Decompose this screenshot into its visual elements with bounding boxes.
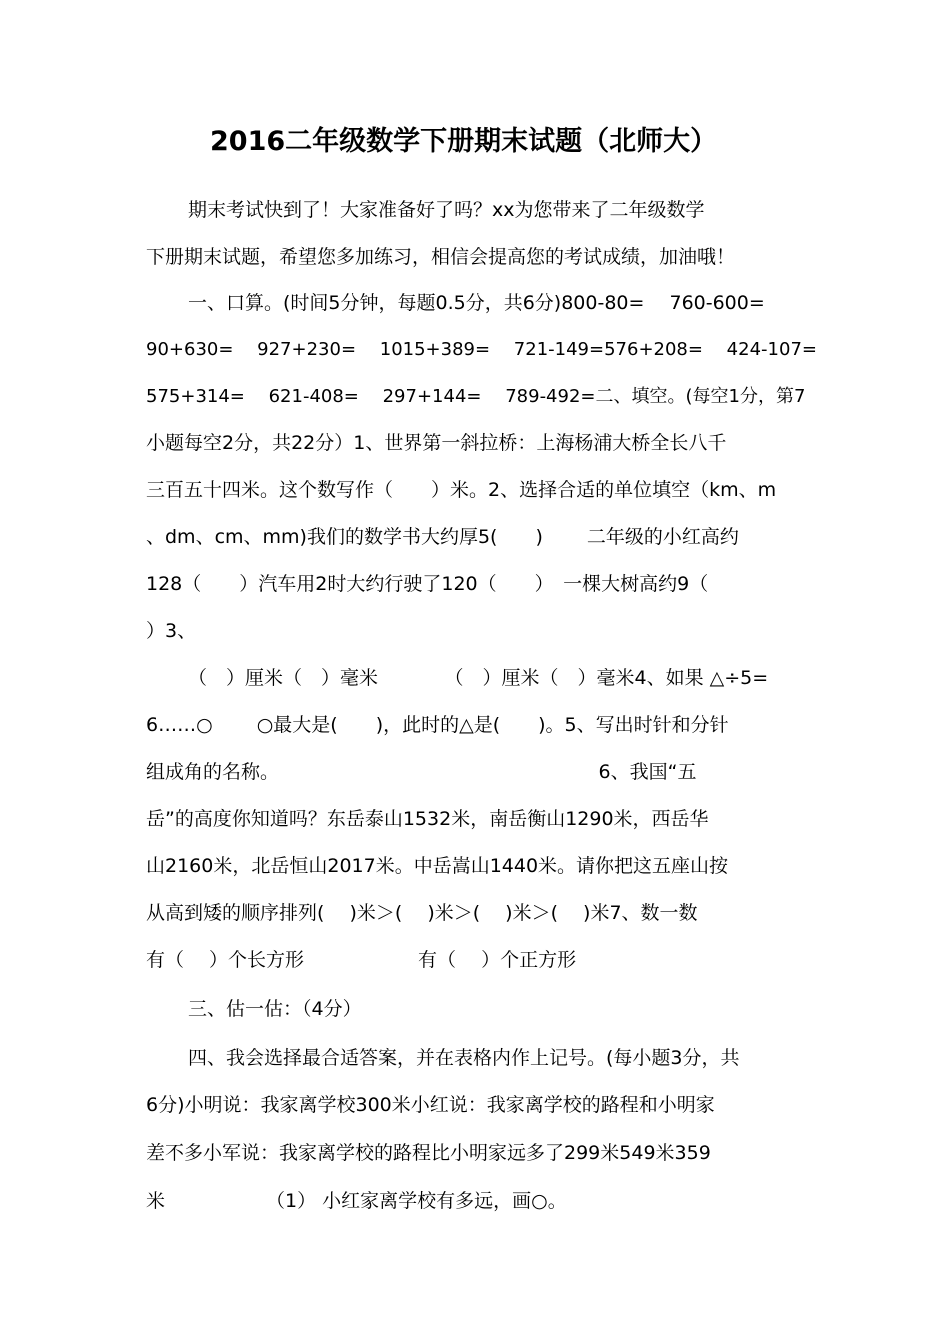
section-4-line-2: 6分)小明说：我家离学校300米小红说：我家离学校的路程和小明家 [146,1094,715,1116]
section-3-heading: 三、估一估：（4分） [188,998,362,1020]
oral-calc-line-1: 90+630= 927+230= 1015+389= 721-149=576+208= 424-107= [146,339,817,360]
fill-blank-line-11: 从高到矮的顺序排列( )米＞( )米＞( )米＞( )米7、数一数 [146,902,698,924]
fill-blank-line-12: 有（ ）个长方形 有（ ）个正方形 [146,949,577,971]
fill-blank-line-10: 山2160米，北岳恒山2017米。中岳嵩山1440米。请你把这五座山按 [146,855,729,877]
fill-blank-line-3: 、dm、cm、mm)我们的数学书大约厚5( ) 二年级的小红高约 [146,526,739,548]
fill-blank-line-7: 6……○ ○最大是( )，此时的△是( )。5、写出时针和分针 [146,714,729,736]
section-4-line-4: 米 （1） 小红家离学校有多远，画○。 [146,1190,567,1212]
section-4-line-3: 差不多小军说：我家离学校的路程比小明家远多了299米549米359 [146,1142,711,1164]
fill-blank-line-8: 组成角的名称。 6、我国“五 [146,761,697,783]
fill-blank-line-2: 三百五十四米。这个数写作（ ）米。2、选择合适的单位填空（km、m [146,479,777,501]
fill-blank-line-5: ）3、 [146,620,197,642]
intro-line-1: 期末考试快到了！大家准备好了吗？xx为您带来了二年级数学 [188,199,705,221]
oral-calc-line-2: 575+314= 621-408= 297+144= 789-492=二、填空。(每空1分，第7 [146,386,806,407]
fill-blank-line-4: 128（ ）汽车用2时大约行驶了120（ ） 一棵大树高约9（ [146,573,709,595]
intro-line-2: 下册期末试题，希望您多加练习，相信会提高您的考试成绩，加油哦！ [146,246,736,268]
section-1-heading: 一、口算。(时间5分钟，每题0.5分，共6分)800-80= 760-600= [188,292,765,314]
fill-blank-line-6: （ ）厘米（ ）毫米 （ ）厘米（ ）毫米4、如果 △÷5= [188,667,769,689]
fill-blank-line-1: 小题每空2分，共22分）1、世界第一斜拉桥：上海杨浦大桥全长八千 [146,432,727,454]
fill-blank-line-9: 岳”的高度你知道吗？东岳泰山1532米，南岳衡山1290米，西岳华 [146,808,709,830]
section-4-line-1: 四、我会选择最合适答案，并在表格内作上记号。(每小题3分，共 [188,1047,740,1069]
document-title: 2016二年级数学下册期末试题（北师大） [210,126,718,157]
